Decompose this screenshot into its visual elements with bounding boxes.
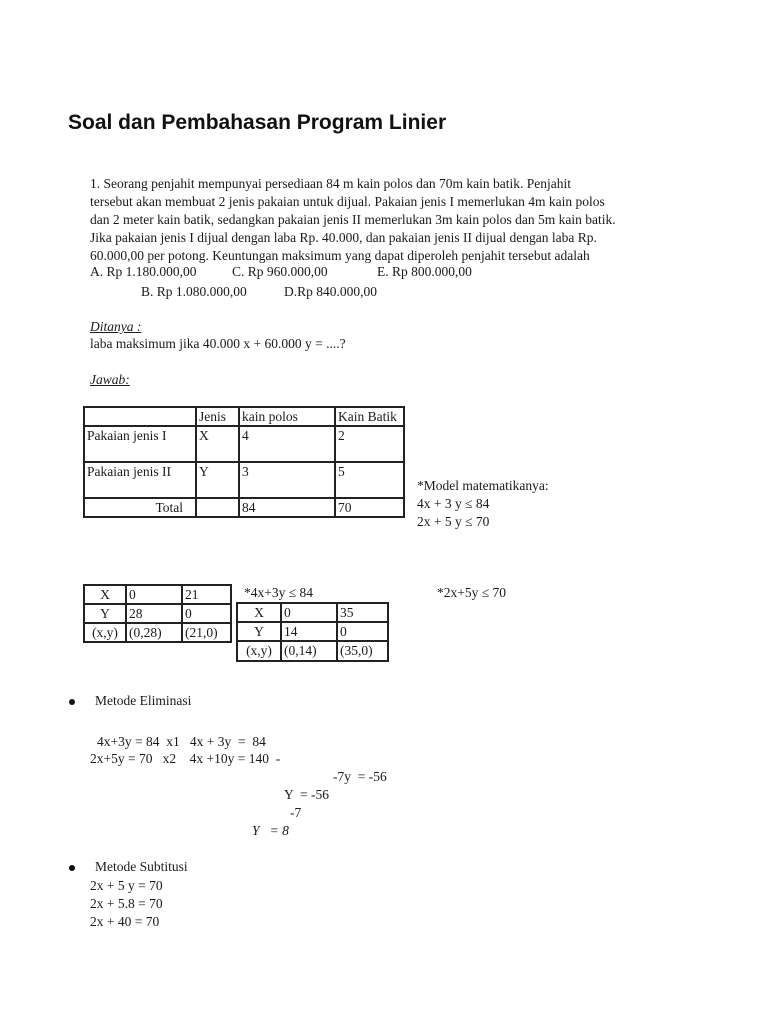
table-cell: 70 (335, 498, 404, 517)
main-data-table (83, 406, 405, 518)
table-cell: 28 (126, 604, 182, 623)
option-d: D.Rp 840.000,00 (284, 284, 378, 299)
table-cell: 0 (337, 622, 388, 641)
substitution-line: 2x + 40 = 70 (90, 914, 160, 929)
option-a: A. Rp 1.180.000,00 (90, 264, 197, 279)
option-c: C. Rp 960.000,00 (232, 264, 328, 279)
total-label: Total (84, 498, 196, 517)
substitution-heading: Metode Subtitusi (95, 859, 188, 874)
question-line: Jika pakaian jenis I dijual dengan laba Rp. 40.000, dan pakaian jenis II dijual dengan laba Rp. (90, 230, 597, 245)
model-eq2: 2x + 5 y ≤ 70 (417, 514, 490, 529)
table-cell: 3 (239, 462, 335, 498)
table-cell: 2 (335, 426, 404, 462)
bullet-icon (69, 865, 75, 871)
table-cell: 0 (182, 604, 231, 623)
table-cell: Y (237, 622, 281, 641)
ditanya-label: Ditanya : (90, 319, 142, 334)
table-cell: X (84, 585, 126, 604)
table-cell: 4 (239, 426, 335, 462)
table-cell: 5 (335, 462, 404, 498)
jawab-label: Jawab: (90, 372, 130, 387)
elimination-heading: Metode Eliminasi (95, 693, 192, 708)
model-eq1: 4x + 3 y ≤ 84 (417, 496, 490, 511)
table-cell: 0 (126, 585, 182, 604)
elimination-line: 2x+5y = 70 x2 4x +10y = 140 - (90, 751, 281, 766)
row-label: Pakaian jenis I (84, 426, 196, 462)
table-cell: 0 (281, 603, 337, 622)
table-cell: 35 (337, 603, 388, 622)
model-title: *Model matematikanya: (417, 478, 549, 493)
header-cell (84, 407, 196, 426)
page-title: Soal dan Pembahasan Program Linier (68, 111, 447, 134)
question-paragraph (90, 175, 690, 265)
table-cell: X (237, 603, 281, 622)
table-cell: X (196, 426, 239, 462)
table-cell: 84 (239, 498, 335, 517)
table-cell: 21 (182, 585, 231, 604)
ditanya-text: laba maksimum jika 40.000 x + 60.000 y = ....? (90, 336, 346, 351)
question-line: tersebut akan membuat 2 jenis pakaian untuk dijual. Pakaian jenis I memerlukan 4m kain polos (90, 194, 605, 209)
question-line: 1. Seorang penjahit mempunyai persediaan 84 m kain polos dan 70m kain batik. Penjahit (90, 176, 572, 191)
table-cell: (0,14) (281, 641, 337, 661)
elimination-line: -7 (290, 805, 302, 820)
elimination-line: 4x+3y = 84 x1 4x + 3y = 84 (97, 734, 266, 749)
question-line: dan 2 meter kain batik, sedangkan pakaian jenis II memerlukan 3m kain polos dan 5m kain batik. (90, 212, 616, 227)
table-cell: Y (84, 604, 126, 623)
intercept-table-2 (236, 602, 389, 662)
table-cell: (x,y) (237, 641, 281, 661)
elimination-result: Y = 8 (252, 823, 289, 838)
header-cell: kain polos (239, 407, 335, 426)
substitution-line: 2x + 5.8 = 70 (90, 896, 163, 911)
table-cell: (0,28) (126, 623, 182, 642)
bullet-icon (69, 699, 75, 705)
table-cell: (21,0) (182, 623, 231, 642)
table-cell: (x,y) (84, 623, 126, 642)
table-cell: (35,0) (337, 641, 388, 661)
elimination-line: -7y = -56 (333, 769, 387, 784)
question-line: 60.000,00 per potong. Keuntungan maksimum yang dapat diperoleh penjahit tersebut adalah (90, 248, 590, 263)
table2-label: *2x+5y ≤ 70 (437, 585, 507, 600)
row-label: Pakaian jenis II (84, 462, 196, 498)
option-b: B. Rp 1.080.000,00 (141, 284, 247, 299)
option-e: E. Rp 800.000,00 (377, 264, 472, 279)
table1-label: *4x+3y ≤ 84 (244, 585, 314, 600)
table-cell (196, 498, 239, 517)
table-cell: Y (196, 462, 239, 498)
header-cell: Jenis (196, 407, 239, 426)
intercept-table-1 (83, 584, 232, 643)
substitution-line: 2x + 5 y = 70 (90, 878, 163, 893)
header-cell: Kain Batik (335, 407, 404, 426)
table-cell: 14 (281, 622, 337, 641)
elimination-line: Y = -56 (284, 787, 329, 802)
